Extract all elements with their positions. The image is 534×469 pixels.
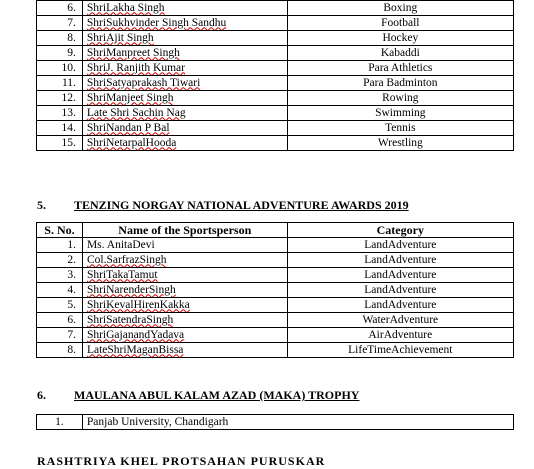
category-cell: LandAdventure <box>287 253 513 268</box>
sport-cell: Boxing <box>287 1 513 16</box>
sport-cell: Rowing <box>287 91 513 106</box>
sport-cell: Hockey <box>287 31 513 46</box>
table-row <box>37 238 514 253</box>
adventure-awards-body <box>37 238 514 358</box>
sno-cell: 6. <box>37 1 83 16</box>
name-cell: Late Shri Sachin Nag <box>82 106 287 121</box>
sno-cell: 7. <box>37 16 83 31</box>
sno-cell: 1. <box>37 238 83 253</box>
name-cell: ShriJ. Ranjith Kumar <box>82 61 287 76</box>
name-cell: ShriNetarpalHooda <box>82 136 287 151</box>
table-row <box>37 298 514 313</box>
table-row <box>37 253 514 268</box>
col-header-name: Name of the Sportsperson <box>82 223 287 238</box>
sno-cell: 7. <box>37 328 83 343</box>
awardees-table <box>36 0 514 151</box>
maka-trophy-body <box>37 415 514 430</box>
category-cell: AirAdventure <box>287 328 513 343</box>
sno-cell: 11. <box>37 76 83 91</box>
table-row <box>37 46 514 61</box>
category-cell: LandAdventure <box>287 298 513 313</box>
name-cell: ShriLakha Singh <box>82 1 287 16</box>
table-row <box>37 91 514 106</box>
sno-cell: 6. <box>37 313 83 328</box>
name-cell: ShriSatendraSingh <box>82 313 287 328</box>
sport-cell: Tennis <box>287 121 513 136</box>
section-5-heading <box>37 198 517 212</box>
sno-cell: 12. <box>37 91 83 106</box>
col-header-sno: S. No. <box>37 223 83 238</box>
awardees-table-body <box>37 1 514 151</box>
name-cell: LateShriMaganBissa <box>82 343 287 358</box>
sport-cell: Kabaddi <box>287 46 513 61</box>
table-row <box>37 268 514 283</box>
sno-cell: 10. <box>37 61 83 76</box>
sno-cell: 15. <box>37 136 83 151</box>
sport-cell: Swimming <box>287 106 513 121</box>
table-row <box>37 61 514 76</box>
section-6-heading <box>37 388 517 402</box>
name-cell: Panjab University, Chandigarh <box>82 415 513 430</box>
sno-cell: 2. <box>37 253 83 268</box>
maka-trophy-table <box>36 414 514 430</box>
sno-cell: 3. <box>37 268 83 283</box>
sno-cell: 5. <box>37 298 83 313</box>
name-cell: ShriTakaTamut <box>82 268 287 283</box>
sport-cell: Para Athletics <box>287 61 513 76</box>
category-cell: LandAdventure <box>287 283 513 298</box>
table-row <box>37 16 514 31</box>
name-cell: ShriNarenderSingh <box>82 283 287 298</box>
name-cell: ShriSatyaprakash Tiwari <box>82 76 287 91</box>
sno-cell: 9. <box>37 46 83 61</box>
name-cell: Col.SarfrazSingh <box>82 253 287 268</box>
sport-cell: Football <box>287 16 513 31</box>
table-row <box>37 136 514 151</box>
name-cell: ShriManjeet Singh <box>82 91 287 106</box>
section-number: 5. <box>37 198 46 212</box>
table-row <box>37 106 514 121</box>
sno-cell: 13. <box>37 106 83 121</box>
section-number: 6. <box>37 388 46 402</box>
table-header <box>37 223 514 238</box>
sno-cell: 8. <box>37 343 83 358</box>
table-row <box>37 31 514 46</box>
name-cell: ShriNandan P Bal <box>82 121 287 136</box>
sno-cell: 4. <box>37 283 83 298</box>
table-row <box>37 415 514 430</box>
section-7-heading-partial: RASHTRIYA KHEL PROTSAHAN PURUSKAR <box>37 454 326 468</box>
sport-cell: Para Badminton <box>287 76 513 91</box>
category-cell: LandAdventure <box>287 238 513 253</box>
sno-cell: 14. <box>37 121 83 136</box>
table-row <box>37 313 514 328</box>
category-cell: WaterAdventure <box>287 313 513 328</box>
table-row <box>37 1 514 16</box>
name-cell: ShriSukhvinder Singh Sandhu <box>82 16 287 31</box>
name-cell: ShriKevalHirenKakka <box>82 298 287 313</box>
name-cell: Ms. AnitaDevi <box>82 238 287 253</box>
name-cell: ShriManpreet Singh <box>82 46 287 61</box>
category-cell: LandAdventure <box>287 268 513 283</box>
table-row <box>37 328 514 343</box>
col-header-category: Category <box>287 223 513 238</box>
name-cell: ShriGajanandYadava <box>82 328 287 343</box>
section-title: MAULANA ABUL KALAM AZAD (MAKA) TROPHY <box>74 388 360 402</box>
category-cell: LifeTimeAchievement <box>287 343 513 358</box>
header-row <box>37 223 514 238</box>
table-row <box>37 76 514 91</box>
sport-cell: Wrestling <box>287 136 513 151</box>
table-row <box>37 283 514 298</box>
adventure-awards-table <box>36 222 514 358</box>
table-row <box>37 343 514 358</box>
sno-cell: 8. <box>37 31 83 46</box>
table-row <box>37 121 514 136</box>
name-cell: ShriAjit Singh <box>82 31 287 46</box>
section-title: TENZING NORGAY NATIONAL ADVENTURE AWARDS 2019 <box>74 198 409 212</box>
sno-cell: 1. <box>37 415 83 430</box>
